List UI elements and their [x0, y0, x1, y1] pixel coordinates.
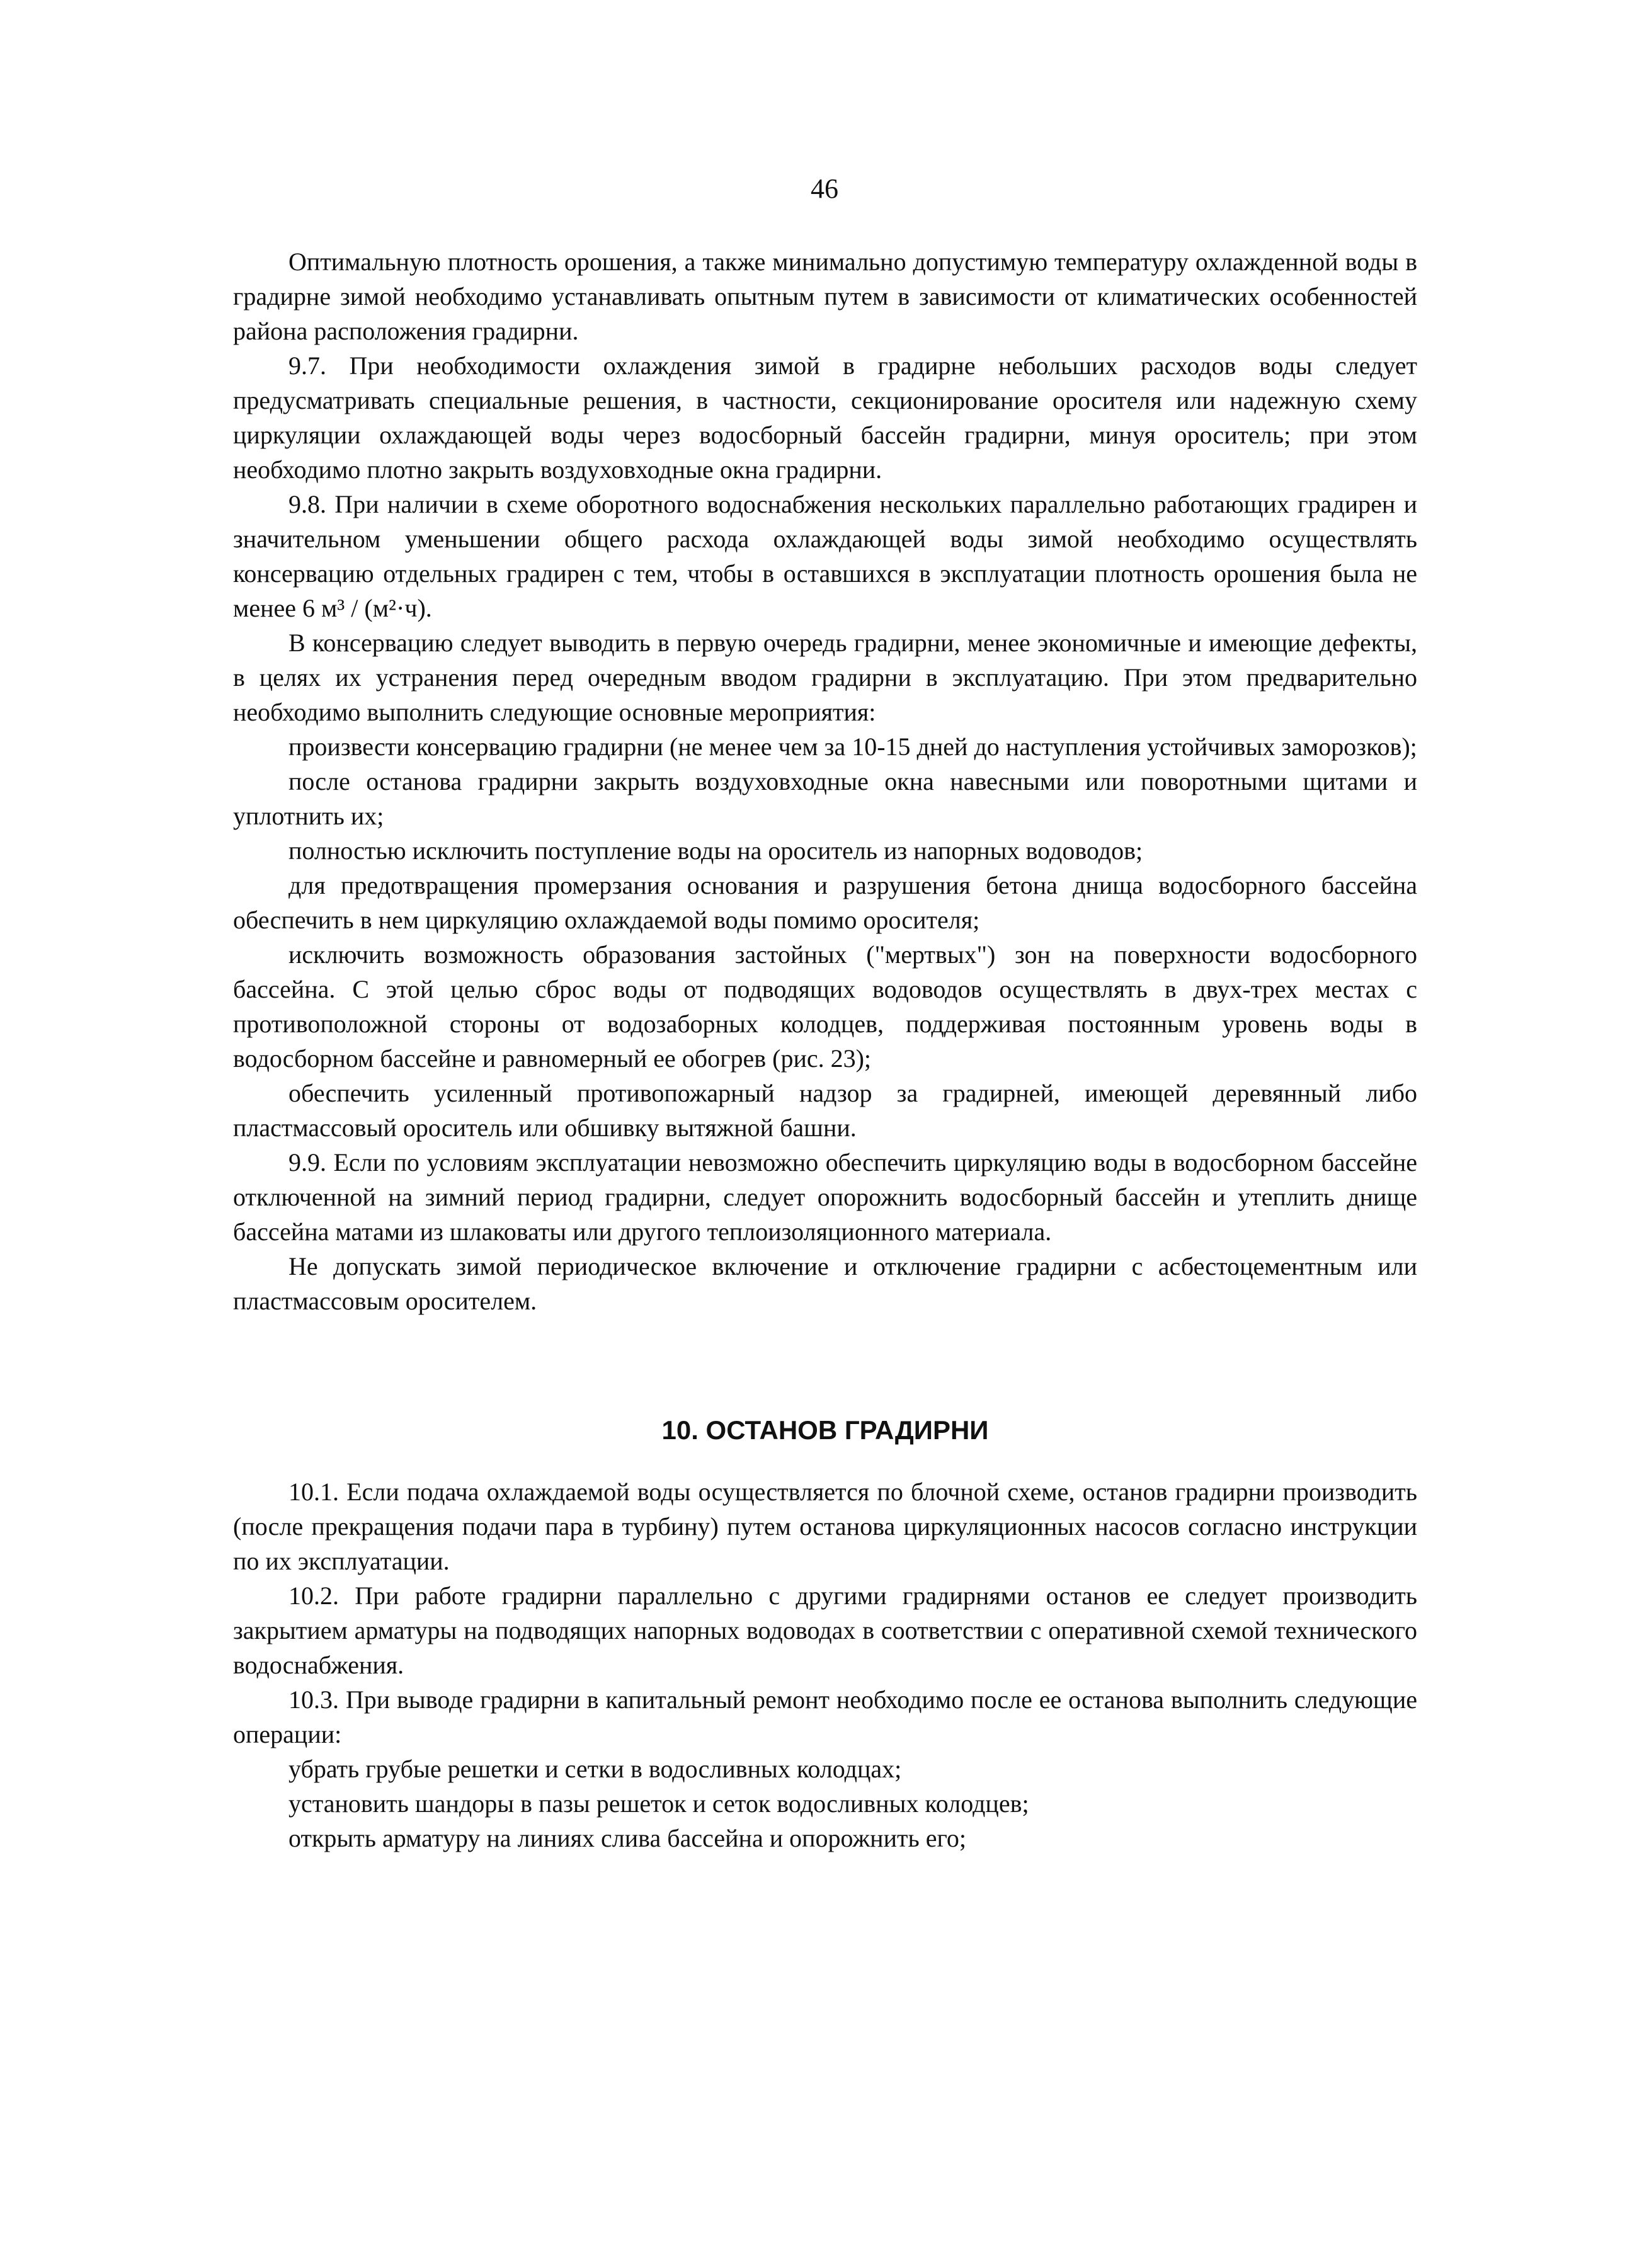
list-item-stop-water: полностью исключить поступление воды на ороситель из напорных водоводов;	[288, 836, 1143, 865]
paragraph-winter-switching: Не допускать зимой периодическое включение и отключение градирни с асбестоцементным или пластмассовым оросителем.	[233, 1252, 1417, 1315]
list-item-conservation-timing: произвести консервацию градирни (не менее чем за 10-15 дней до наступления устойчивых заморозков);	[288, 732, 1417, 761]
list-item-stagnant-zones: исключить возможность образования застойных ("мертвых") зон на поверхности водосборного бассейна. С этой целью сброс воды от подводящих водоводов осуществлять в двух-трех местах с противоположной стороны от водозаборных колодцев, поддерживая постоянным уровень воды в водосборном бассейне и равномерный ее обогрев (рис. 23);	[233, 940, 1417, 1073]
list-item-close-windows: после останова градирни закрыть воздуховходные окна навесными или поворотными щитами и уплотнить их;	[233, 767, 1417, 830]
list-item-install-gates: установить шандоры в пазы решеток и сеток водосливных колодцев;	[288, 1789, 1029, 1818]
paragraph-10-2: 10.2. При работе градирни параллельно с другими градирнями останов ее следует производить закрытием арматуры на подводящих напорных водоводах в соответствии с оперативной схемой технического водоснабжения.	[233, 1581, 1417, 1679]
list-item-circulation: для предотвращения промерзания основания и разрушения бетона днища водосборного бассейна обеспечить в нем циркуляцию охлаждаемой воды помимо оросителя;	[233, 871, 1417, 934]
section-heading: 10. ОСТАНОВ ГРАДИРНИ	[661, 1415, 989, 1445]
paragraph-9-7: 9.7. При необходимости охлаждения зимой в градирне небольших расходов воды следует предусматривать специальные решения, в частности, секционирование оросителя или надежную схему циркуляции охлаждающей воды через водосборный бассейн градирни, минуя ороситель; при этом необходимо плотно закрыть воздуховходные окна градирни.	[233, 351, 1417, 484]
list-item-remove-grates: убрать грубые решетки и сетки в водосливных колодцах;	[288, 1755, 902, 1783]
paragraph-optimal-density: Оптимальную плотность орошения, а также минимально допустимую температуру охлажденной воды в градирне зимой необходимо устанавливать опытным путем в зависимости от климатических особенностей района расположения градирни.	[233, 248, 1417, 345]
paragraph-10-3: 10.3. При выводе градирни в капитальный ремонт необходимо после ее останова выполнить следующие операции:	[233, 1685, 1417, 1748]
paragraph-9-9: 9.9. Если по условиям эксплуатации невозможно обеспечить циркуляцию воды в водосборном бассейне отключенной на зимний период градирни, следует опорожнить водосборный бассейн и утеплить днище бассейна матами из шлаковаты или другого теплоизоляционного материала.	[233, 1148, 1417, 1246]
paragraph-10-1: 10.1. Если подача охлаждаемой воды осуществляется по блочной схеме, останов градирни производить (после прекращения подачи пара в турбину) путем останова циркуляционных насосов согласно инструкции по их эксплуатации.	[233, 1478, 1417, 1575]
list-item-drain-basin: открыть арматуру на линиях слива бассейна и опорожнить его;	[288, 1824, 966, 1852]
paragraph-9-8: 9.8. При наличии в схеме оборотного водоснабжения нескольких параллельно работающих градирен и значительном уменьшении общего расхода охлаждающей воды зимой необходимо осуществлять консервацию отдельных градирен с тем, чтобы в оставшихся в эксплуатации плотность орошения была не менее 6 м³ / (м²·ч).	[233, 490, 1417, 622]
page-body	[233, 244, 1417, 1855]
page-number: 46	[811, 173, 838, 204]
paragraph-conservation: В консервацию следует выводить в первую очередь градирни, менее экономичные и имеющие дефекты, в целях их устранения перед очередным вводом градирни в эксплуатацию. При этом предварительно необходимо выполнить следующие основные мероприятия:	[233, 629, 1417, 726]
list-item-fire-safety: обеспечить усиленный противопожарный надзор за градирней, имеющей деревянный либо пластмассовый ороситель или обшивку вытяжной башни.	[233, 1079, 1417, 1142]
